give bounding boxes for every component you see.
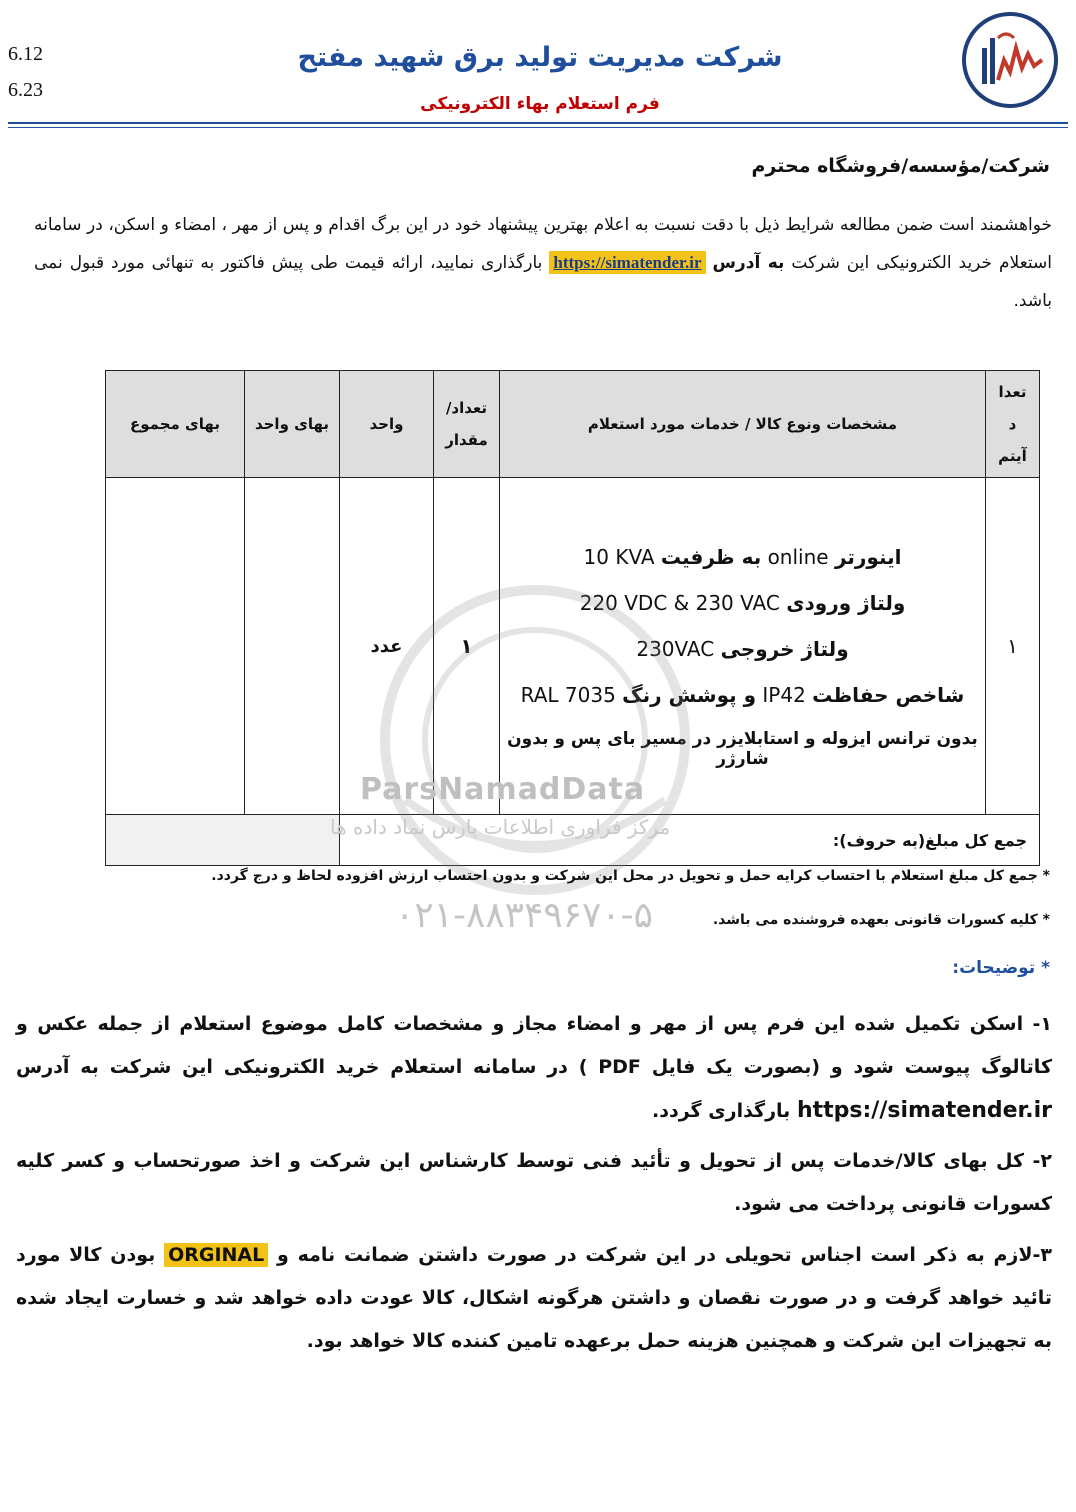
original-highlight: ORGINAL — [164, 1243, 268, 1267]
explanation-text: ۳-لازم به ذکر است اجناس تحویلی در این شرکت در صورت داشتن ضمانت نامه و — [277, 1244, 1052, 1266]
spec-value: RAL 7035 — [520, 683, 616, 707]
spec-line — [501, 683, 984, 707]
header-text: د — [1008, 415, 1017, 433]
company-title: شرکت مدیریت تولید برق شهید مفتح — [297, 42, 783, 73]
intro-text: خواهشمند است ضمن مطالعه شرایط ذیل با دقت نسبت به اعلام بهترین پیشنهاد خود در این برگ اقدام و پس از مهر ، امضاء و اسکن، در سامانه استعلام خرید الکترونیکی این شرکت — [34, 215, 1052, 273]
spec-label: به ظرفیت — [660, 545, 762, 569]
cell-total-price[interactable] — [106, 478, 245, 815]
spec-line — [501, 637, 984, 661]
table-header-row — [106, 371, 1040, 478]
spec-label: شاخص حفاظت — [812, 683, 965, 707]
cell-unit: عدد — [340, 478, 434, 815]
intro-paragraph — [34, 206, 1052, 320]
explanation-1 — [16, 1003, 1052, 1133]
pdf-label: PDF — [598, 1056, 641, 1078]
side-notes — [8, 36, 43, 108]
simatender-link[interactable]: https://simatender.ir — [549, 251, 705, 274]
spec-label: ولتاژ خروجی — [720, 637, 849, 661]
header-text: تعداد/ — [445, 399, 488, 417]
spec-value: 220 VDC & 230 VAC — [579, 591, 780, 615]
header-text: مقدار — [445, 431, 488, 449]
header-total-price: بهای مجموع — [106, 371, 245, 478]
explanation-text: بارگذاری گردد. — [652, 1100, 791, 1122]
spec-line — [501, 591, 984, 615]
watermark-tagline: مرکز فراوری اطلاعات پارس نماد داده ها — [330, 815, 671, 839]
side-note: 6.12 — [8, 43, 43, 65]
header-unit: واحد — [340, 371, 434, 478]
explanation-3 — [16, 1234, 1052, 1363]
spec-line — [501, 545, 984, 569]
spec-label: ولتاژ ورودی — [786, 591, 906, 615]
header-qty — [434, 371, 500, 478]
note-total-amount: * جمع کل مبلغ استعلام با احتساب کرایه حمل و تحویل در محل این شرکت و بدون احتساب ارزش افزوده لحاظ و درج گردد. — [211, 868, 1050, 884]
spec-note: بدون ترانس ایزوله و استابلایزر در مسیر بای پس و بدون شارژر — [507, 729, 978, 769]
header-text: آیتم — [998, 447, 1027, 465]
intro-text: بارگذاری نمایید، ارائه قیمت طی پیش فاکتور به تنهائی مورد قبول نمی باشد. — [34, 253, 1052, 311]
explanations-heading: * توضیحات: — [952, 958, 1050, 978]
header-spec: مشخصات ونوع کالا / خدمات مورد استعلام — [500, 371, 986, 478]
cell-item-no: ۱ — [986, 478, 1040, 815]
form-subtitle: فرم استعلام بهاء الکترونیکی — [420, 94, 660, 114]
explanation-2: ۲- کل بهای کالا/خدمات پس از تحویل و تأئید فنی توسط کارشناس این شرکت و اخذ صورتحساب و کسر کلیه کسورات قانونی پرداخت می شود. — [16, 1150, 1052, 1215]
header-text: تعدا — [998, 383, 1027, 401]
cell-qty: ۱ — [434, 478, 500, 815]
table-row — [106, 478, 1040, 815]
spec-value: 10 KVA — [583, 545, 655, 569]
spec-label: و پوشش رنگ — [622, 683, 757, 707]
note-deductions: * کلیه کسورات قانونی بعهده فروشنده می باشد. — [712, 912, 1050, 928]
address-label: به آدرس — [712, 253, 785, 273]
spec-value: IP42 — [762, 683, 806, 707]
spec-value: online — [767, 545, 829, 569]
watermark-brand: ParsNamadData — [360, 772, 646, 807]
explanation-text: ) در سامانه استعلام خرید الکترونیکی این شرکت به آدرس — [16, 1056, 588, 1078]
explanation-text: بودن کالا مورد تائید خواهد گرفت و در صورت نقصان و داشتن هرگونه اشکال، کالا عودت داده خواهد شد و خسارت ایجاد شده به تجهیزات این شرکت و همچنین هزینه حمل برعهده تامین کننده کالا خواهد بود. — [16, 1244, 1052, 1352]
spec-value: 230VAC — [636, 637, 715, 661]
spec-label: اینورتر — [834, 545, 902, 569]
cell-spec — [500, 478, 986, 815]
header-unit-price: بهای واحد — [245, 371, 340, 478]
total-amount-label: جمع کل مبلغ(به حروف): — [340, 815, 1040, 866]
salutation: شرکت/مؤسسه/فروشگاه محترم — [751, 155, 1050, 177]
total-amount-cell[interactable] — [106, 815, 340, 866]
simatender-link[interactable]: https://simatender.ir — [796, 1098, 1052, 1123]
header-divider — [8, 127, 1068, 128]
side-note: 6.23 — [8, 79, 43, 101]
watermark-phone: ۰۲۱-۸۸۳۴۹۶۷۰-۵ — [395, 895, 654, 936]
power-plant-logo-icon — [960, 10, 1060, 110]
explanation-text: ۱- اسکن تکمیل شده این فرم پس از مهر و امضاء مجاز و مشخصات کامل موضوع استعلام از جمله عکس و کاتالوگ پیوست شود و (بصورت یک فایل — [16, 1013, 1052, 1078]
header-item-no — [986, 371, 1040, 478]
header-divider — [8, 122, 1068, 124]
cell-unit-price[interactable] — [245, 478, 340, 815]
